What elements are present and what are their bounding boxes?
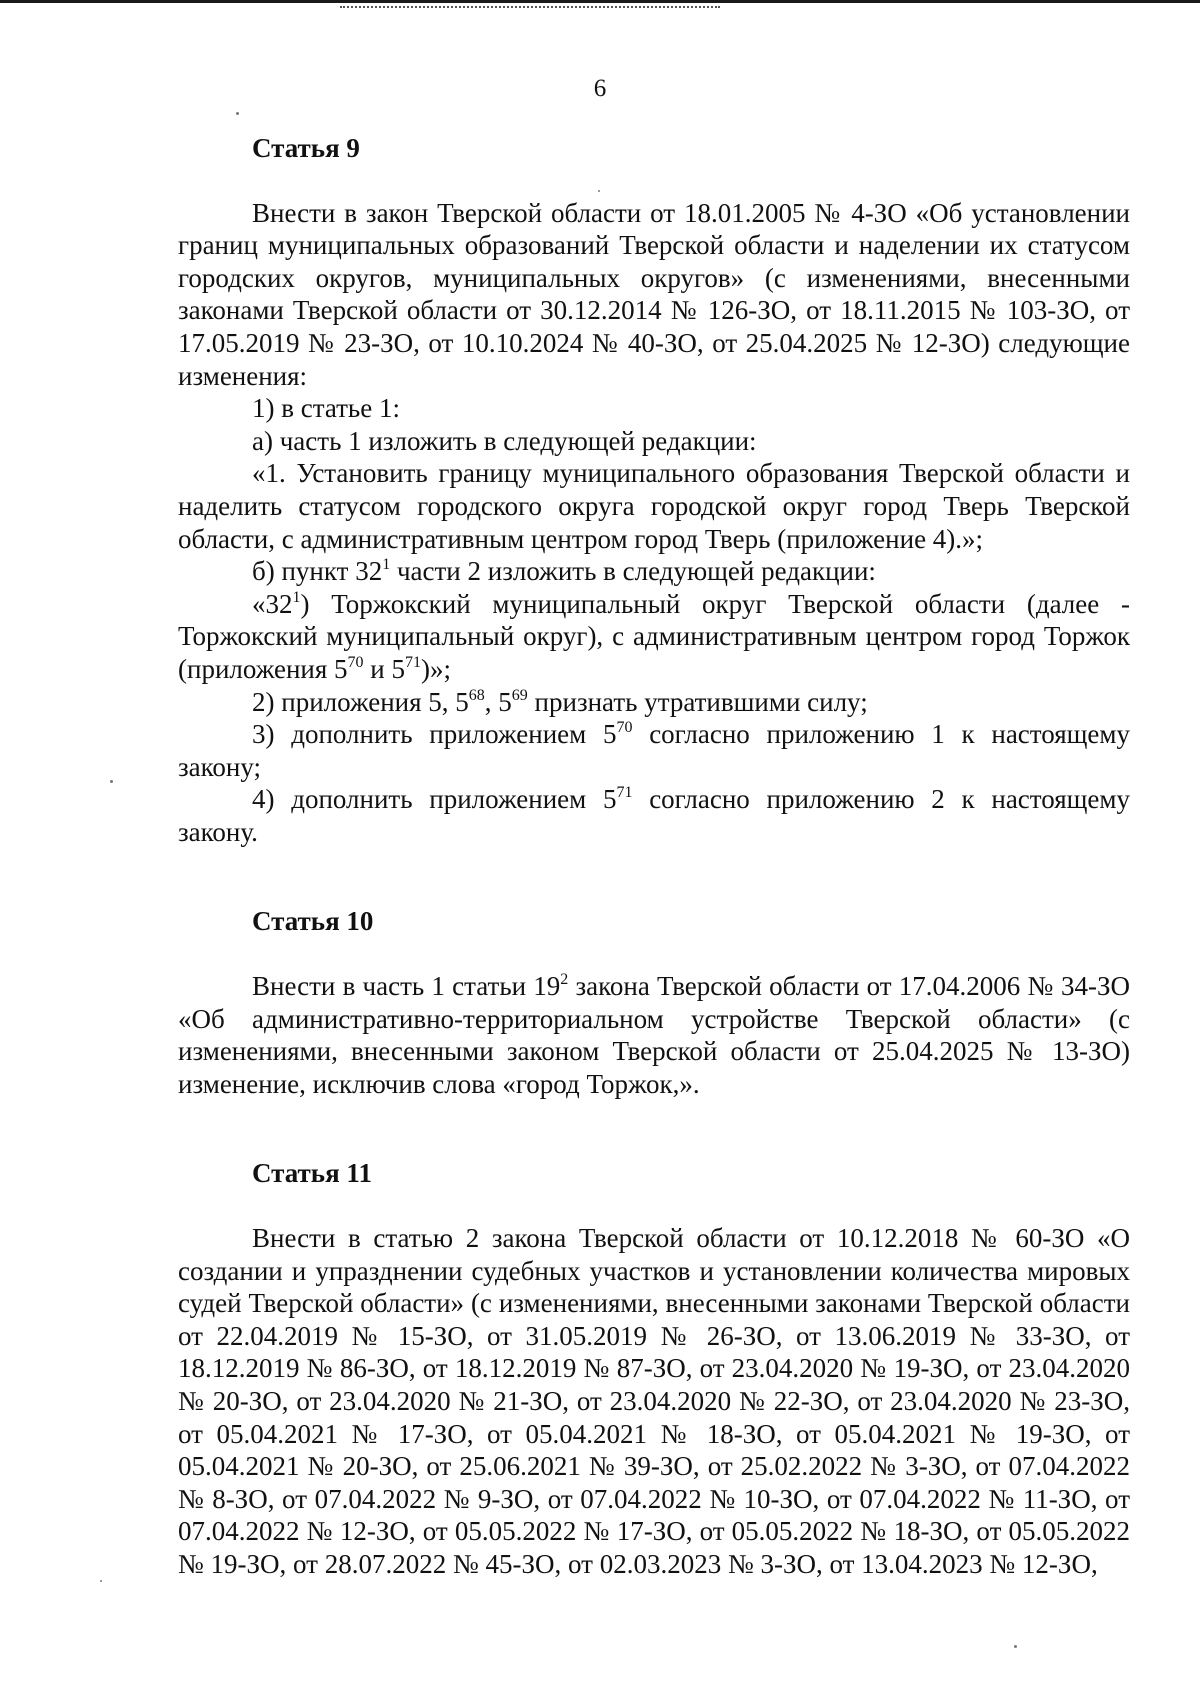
item-2-sup-2: 69 [511, 686, 528, 704]
article-9-item-4 [178, 783, 1130, 848]
article-10-part-1: Внести в часть 1 статьи 19 [252, 971, 561, 1002]
item-1b-text-after: части 2 изложить в следующей редакции: [390, 556, 876, 587]
item-4-part-1: 4) дополнить приложением 5 [252, 784, 617, 815]
article-9-intro: Внести в закон Тверской области от 18.01.2005 № 4-ЗО «Об установлении границ муниципальных образований Тверской области и наделении их статусом городских округов, муниципальных округов» (с изменениями, внесенными законами Тверской области от 30.12.2014 № 126-ЗО, от 18.11.2015 № 103-ЗО, от 17.05.2019 № 23-ЗО, от 10.10.2024 № 40-ЗО, от 25.04.2025 № 12-ЗО) следующие изменения: [178, 197, 1130, 391]
item-1b-text-before: б) пункт 32 [252, 556, 383, 587]
item-1b-quote-part-2: ) Торжокский муниципальный округ Тверской области (далее - Торжокский муниципальный округ), с административным центром город Торжок (приложения 5 [178, 588, 1130, 684]
item-4-part-2: согласно приложению 2 к настоящему закону. [178, 784, 1131, 847]
article-9-item-1a: а) часть 1 изложить в следующей редакции: [252, 425, 757, 456]
article-11-heading: Статья 11 [252, 1158, 372, 1189]
article-9-item-2 [178, 686, 1130, 719]
item-1b-quote-sup-2: 70 [347, 653, 364, 671]
article-9-item-1a-text: «1. Установить границу муниципального образования Тверской области и наделить статусом городского округа городской округ город Тверь Тверской области, с административным центром город Тверь (приложение 4).»; [178, 458, 1130, 554]
item-1b-quote-part-4: )»; [421, 653, 451, 684]
article-9-heading: Статья 9 [252, 133, 360, 163]
item-2-part-2: , 5 [484, 686, 512, 717]
item-3-part-2: согласно приложению 1 к настоящему закону; [178, 719, 1131, 782]
article-11-text: Внести в статью 2 закона Тверской области от 10.12.2018 № 60-ЗО «О создании и упразднении судебных участков и установлении количества мировых судей Тверской области» (с изменениями, внесенными законами Тверской области от 22.04.2019 № 15-ЗО, от 31.05.2019 № 26-ЗО, от 13.06.2019 № 33-ЗО, от 18.12.2019 № 86-ЗО, от 18.12.2019 № 87-ЗО, от 23.04.2020 № 19-ЗО, от 23.04.2020 № 20-ЗО, от 23.04.2020 № 21-ЗО, от 23.04.2020 № 22-ЗО, от 23.04.2020 № 23-ЗО, от 05.04.2021 № 17-ЗО, от 05.04.2021 № 18-ЗО, от 05.04.2021 № 19-ЗО, от 05.04.2021 № 20-ЗО, от 25.06.2021 № 39-ЗО, от 25.02.2022 № 3-ЗО, от 07.04.2022 № 8-ЗО, от 07.04.2022 № 9-ЗО, от 07.04.2022 № 10-ЗО, от 07.04.2022 № 11-ЗО, от 07.04.2022 № 12-ЗО, от 05.05.2022 № 17-ЗО, от 05.05.2022 № 18-ЗО, от 05.05.2022 № 19-ЗО, от 28.07.2022 № 45-ЗО, от 02.03.2023 № 3-ЗО, от 13.04.2023 № 12-ЗО, [178, 1223, 1130, 1579]
scan-speck [236, 112, 239, 115]
item-2-part-3: признать утратившими силу; [527, 686, 868, 717]
article-10-text [178, 970, 1130, 1100]
document-body [178, 132, 1130, 1581]
item-4-sup: 71 [616, 784, 633, 802]
scan-top-edge [0, 0, 1200, 3]
scan-dotted-mark [340, 6, 720, 8]
article-10-part-2: закона Тверской области от 17.04.2006 № 34-ЗО «Об административно-территориальном устройстве Тверской области» (с изменениями, внесенными законом Тверской области от 25.04.2025 № 13-ЗО) изменение, исключив слова «город Торжок,». [178, 971, 1130, 1099]
article-9-item-1: 1) в статье 1: [252, 393, 400, 424]
item-1b-quote-part-3: и 5 [363, 653, 405, 684]
item-2-part-1: 2) приложения 5, 5 [252, 686, 469, 717]
item-2-sup-1: 68 [468, 686, 485, 704]
scan-speck [100, 1580, 102, 1582]
item-3-sup: 70 [616, 719, 633, 737]
article-9-item-1b-text [178, 588, 1130, 686]
article-9-item-1b [178, 555, 1130, 588]
scan-speck [1014, 1645, 1017, 1648]
page-number: 6 [593, 75, 607, 102]
scan-speck [598, 190, 600, 192]
article-9-item-3 [178, 718, 1130, 783]
scan-speck [110, 780, 113, 783]
article-10-sup: 2 [560, 971, 569, 989]
item-1b-quote-sup-3: 71 [405, 653, 421, 671]
item-3-part-1: 3) дополнить приложением 5 [252, 719, 617, 750]
item-1b-superscript: 1 [382, 556, 391, 574]
item-1b-quote-part-1: «32 [252, 588, 293, 619]
article-10-heading: Статья 10 [252, 906, 374, 937]
item-1b-quote-sup-1: 1 [292, 588, 301, 606]
